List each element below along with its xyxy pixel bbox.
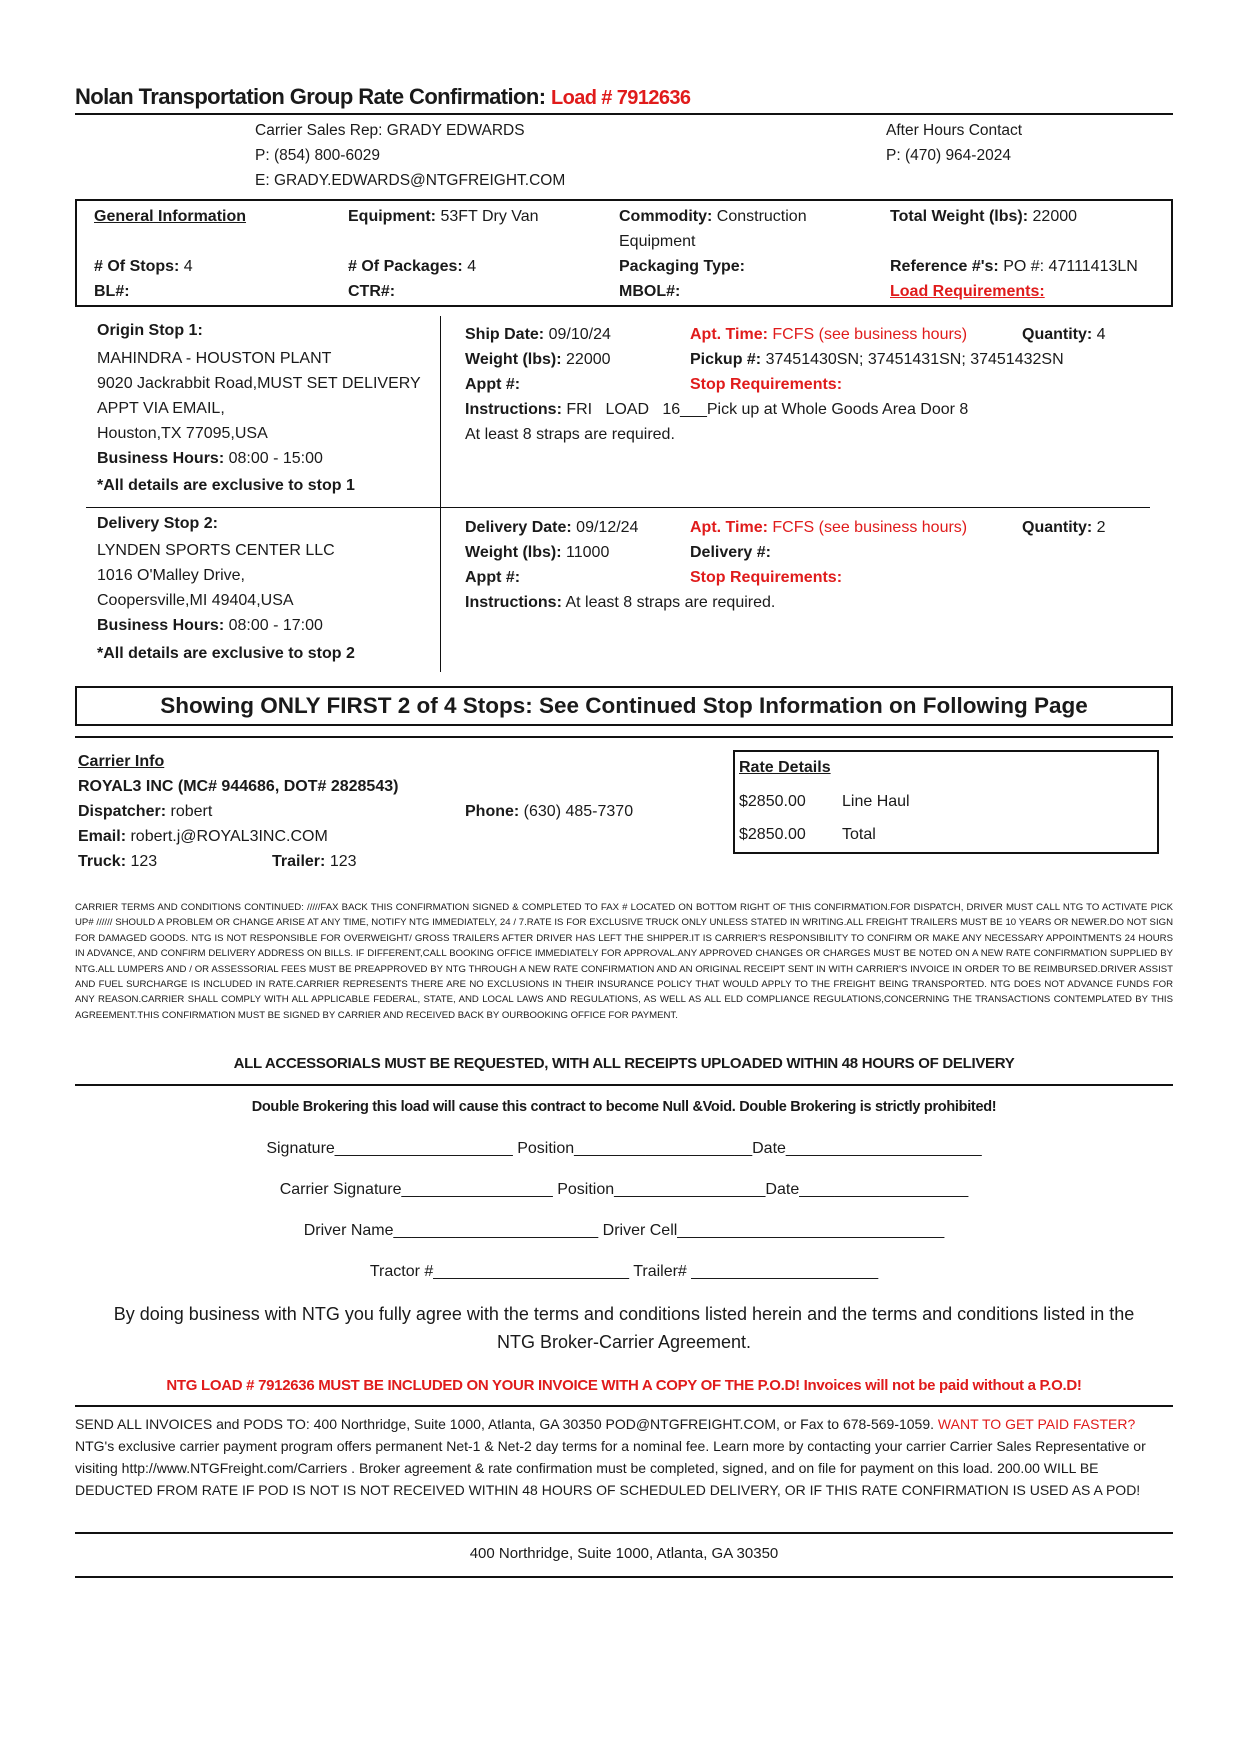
- sales-phone: P: (854) 800-6029: [255, 147, 380, 164]
- dispatcher: Dispatcher: robert: [78, 803, 213, 820]
- delivery-address-1: 1016 O'Malley Drive,: [97, 567, 245, 584]
- mbol-number: MBOL#:: [619, 283, 681, 300]
- truck-number: Truck: 123: [78, 853, 158, 870]
- carrier-info-heading: Carrier Info: [78, 753, 165, 770]
- origin-instructions: Instructions: FRI LOAD 16___Pick up at Whole Goods Area Door 8: [465, 401, 969, 418]
- page-title: [75, 84, 690, 110]
- commodity-line2: Equipment: [619, 233, 696, 250]
- delivery-business-hours: Business Hours: 08:00 - 17:00: [97, 617, 323, 634]
- origin-city: Houston,TX 77095,USA: [97, 425, 268, 442]
- footer-address: 400 Northridge, Suite 1000, Atlanta, GA 30350: [469, 1545, 779, 1562]
- delivery-name: LYNDEN SPORTS CENTER LLC: [97, 542, 335, 559]
- equipment: Equipment: 53FT Dry Van: [348, 208, 539, 225]
- origin-name: MAHINDRA - HOUSTON PLANT: [97, 350, 332, 367]
- carrier-terms: CARRIER TERMS AND CONDITIONS CONTINUED: /////FAX BACK THIS CONFIRMATION SIGNED & COMPLETED TO FAX # LOCATED ON BOTTOM RIGHT OF THIS CONFIRMATION.FOR DISPATCH, DRIVER MUST CALL NTG TO ACTIVATE PICK UP# ////// SHOULD A PROBLEM OR CHANGE ARISE AT ANY TIME, NOTIFY NTG IMMEDIATELY, 24 / 7.RATE IS FOR EXCLUSIVE TRUCK ONLY UNLESS STATED IN WRITING.ALL FREIGHT TRAILERS MUST BE 10 YEARS OR NEWER.DO NOT SIGN FOR DAMAGED GOODS. NTG IS NOT RESPONSIBLE FOR OVERWEIGHT/ GROSS TRAILERS AFTER DRIVER HAS LEFT THE SHIPPER.IT IS CARRIER'S RESPONSIBILITY TO CONFIRM OR MAKE ANY NECESSARY APPOINTMENTS 24 HOURS IN ADVANCE, AND CONFIRM DELIVERY ADDRESS ON BILLS. IF DIFFERENT,CALL BOOKING OFFICE IMMEDIATELY FOR APPROVAL.ANY APPROVED CHANGES OR CHARGES MUST BE NOTED ON A NEW RATE CONFIRMATION SUPPLIED BY NTG.ALL LUMPERS AND / OR ASSESSORIAL FEES MUST BE PREAPPROVED BY NTG THROUGH A NEW RATE CONFIRMATION AND AN ORIGINAL RECEIPT SENT IN WITH CARRIER'S INVOICE IN ORDER TO BE REIMBURSED.DRIVER ASSIST AND FUEL SURCHARGE IS INCLUDED IN RATE.CARRIER REPRESENTS THERE ARE NO EXCLUSIONS IN THEIR INSURANCE POLICY THAT WOULD APPLY TO THE FREIGHT BEING TRANSPORTED. NTG DOES NOT ADVANCE FUNDS FOR ANY REASON.CARRIER SHALL COMPLY WITH ALL APPLICABLE FEDERAL, STATE, AND LOCAL LAWS AND REGULATIONS, AS WELL AS ALL ELD COMPLIANCE REGULATIONS,CONCERNING THE TRANSACTIONS CONTEMPLATED BY THIS AGREEMENT.THIS CONFIRMATION MUST BE SIGNED BY CARRIER AND RECEIVED BACK BY OURBOOKING OFFICE FOR PAYMENT.: [75, 902, 1173, 1021]
- footer-divider-bottom: [75, 1576, 1173, 1578]
- origin-instructions-2: At least 8 straps are required.: [465, 426, 675, 443]
- agreement-text-1: By doing business with NTG you fully agree with the terms and conditions listed herein and the terms and conditions listed in the: [113, 1304, 1135, 1324]
- double-brokering-notice: Double Brokering this load will cause this contract to become Null &Void. Double Brokering is strictly prohibited!: [251, 1099, 997, 1115]
- origin-apt-time: Apt. Time: FCFS (see business hours): [690, 326, 968, 343]
- line-haul-label: Line Haul: [842, 793, 910, 810]
- invoice-instructions: SEND ALL INVOICES and PODS TO: 400 Northridge, Suite 1000, Atlanta, GA 30350 POD@NTGFREIGHT.COM, or Fax to 678-569-1059. WANT TO GET PAID FASTER? NTG's exclusive carrier payment program offers permanent Net-1 & Net-2 day terms for a nominal fee. Learn more by contacting your carrier Carrier Sales Representative or visiting http://www.NTGFreight.com/Carriers . Broker agreement & rate confirmation must be completed, signed, and on file for payment on this load. 200.00 WILL BE DEDUCTED FROM RATE IF POD IS NOT IS NOT RECEIVED WITHIN 48 HOURS OF SCHEDULED DELIVERY, OR IF THIS RATE CONFIRMATION IS USED AS A POD!: [75, 1416, 1146, 1498]
- ctr-number: CTR#:: [348, 283, 396, 300]
- signature-line[interactable]: Signature____________________ Position____________________Date______________________: [266, 1140, 982, 1157]
- agreement-text-2: NTG Broker-Carrier Agreement.: [496, 1332, 752, 1352]
- sales-rep: Carrier Sales Rep: GRADY EDWARDS: [255, 122, 525, 139]
- origin-stop-requirements: Stop Requirements:: [690, 376, 843, 393]
- delivery-number: Delivery #:: [690, 544, 771, 561]
- after-hours-contact: After Hours Contact: [886, 122, 1023, 139]
- continued-stops-text: Showing ONLY FIRST 2 of 4 Stops: See Continued Stop Information on Following Page: [160, 693, 1088, 718]
- stops-horizontal-divider: [86, 507, 1150, 508]
- accessorials-notice: ALL ACCESSORIALS MUST BE REQUESTED, WITH ALL RECEIPTS UPLOADED WITHIN 48 HOURS OF DELIVERY: [233, 1055, 1015, 1072]
- carrier-name: ROYAL3 INC (MC# 944686, DOT# 2828543): [78, 778, 399, 795]
- driver-name-line[interactable]: Driver Name_______________________ Driver Cell______________________________: [303, 1222, 945, 1239]
- accessorials-divider: [75, 1084, 1173, 1086]
- delivery-instructions: Instructions: At least 8 straps are required.: [465, 594, 776, 611]
- general-info-heading: General Information: [94, 208, 247, 225]
- sales-email: E: GRADY.EDWARDS@NTGFREIGHT.COM: [255, 172, 566, 189]
- packaging-type: Packaging Type:: [619, 258, 745, 275]
- delivery-city: Coopersville,MI 49404,USA: [97, 592, 294, 609]
- delivery-stop-requirements: Stop Requirements:: [690, 569, 843, 586]
- load-requirements-link[interactable]: Load Requirements:: [890, 283, 1045, 300]
- after-hours-phone: P: (470) 964-2024: [886, 147, 1011, 164]
- document-title: Nolan Transportation Group Rate Confirmation:: [75, 84, 546, 109]
- pickup-numbers: Pickup #: 37451430SN; 37451431SN; 37451432SN: [690, 351, 1064, 368]
- origin-address-1: 9020 Jackrabbit Road,MUST SET DELIVERY: [97, 375, 421, 392]
- tractor-trailer-line[interactable]: Tractor #______________________ Trailer# _____________________: [369, 1263, 879, 1280]
- origin-business-hours: Business Hours: 08:00 - 15:00: [97, 450, 323, 467]
- total-amount: $2850.00: [739, 826, 806, 843]
- origin-stop-heading: Origin Stop 1:: [97, 322, 203, 339]
- pod-notice: NTG LOAD # 7912636 MUST BE INCLUDED ON YOUR INVOICE WITH A COPY OF THE P.O.D! Invoices will not be paid without a P.O.D!: [166, 1377, 1082, 1394]
- carrier-signature-line[interactable]: Carrier Signature_________________ Position_________________Date___________________: [279, 1181, 969, 1198]
- number-of-packages: # Of Packages: 4: [348, 258, 477, 275]
- delivery-quantity: Quantity: 2: [1022, 519, 1106, 536]
- carrier-email: Email: robert.j@ROYAL3INC.COM: [78, 828, 328, 845]
- origin-weight: Weight (lbs): 22000: [465, 351, 611, 368]
- number-of-stops: # Of Stops: 4: [94, 258, 193, 275]
- origin-exclusive-note: *All details are exclusive to stop 1: [97, 477, 355, 494]
- rate-details-heading: Rate Details: [739, 759, 831, 776]
- pod-divider: [75, 1405, 1173, 1407]
- origin-appt: Appt #:: [465, 376, 521, 393]
- delivery-apt-time: Apt. Time: FCFS (see business hours): [690, 519, 968, 536]
- origin-address-2: APPT VIA EMAIL,: [97, 400, 225, 417]
- carrier-phone: Phone: (630) 485-7370: [465, 803, 634, 820]
- title-divider: [75, 113, 1173, 115]
- banner-divider: [75, 736, 1173, 738]
- footer-divider-top: [75, 1532, 1173, 1534]
- reference-numbers: Reference #'s: PO #: 47111413LN: [890, 258, 1138, 275]
- trailer-number: Trailer: 123: [272, 853, 357, 870]
- ship-date: Ship Date: 09/10/24: [465, 326, 611, 343]
- delivery-appt: Appt #:: [465, 569, 521, 586]
- line-haul-amount: $2850.00: [739, 793, 806, 810]
- delivery-exclusive-note: *All details are exclusive to stop 2: [97, 645, 355, 662]
- commodity: Commodity: Construction: [619, 208, 807, 225]
- load-number: Load # 7912636: [550, 87, 691, 109]
- total-label: Total: [842, 826, 876, 843]
- origin-quantity: Quantity: 4: [1022, 326, 1106, 343]
- delivery-date: Delivery Date: 09/12/24: [465, 519, 639, 536]
- delivery-weight: Weight (lbs): 11000: [465, 544, 610, 561]
- bl-number: BL#:: [94, 283, 130, 300]
- get-paid-faster: WANT TO GET PAID FASTER?: [937, 1416, 1136, 1432]
- delivery-stop-heading: Delivery Stop 2:: [97, 515, 218, 532]
- stops-vertical-divider: [440, 316, 441, 672]
- total-weight: Total Weight (lbs): 22000: [890, 208, 1078, 225]
